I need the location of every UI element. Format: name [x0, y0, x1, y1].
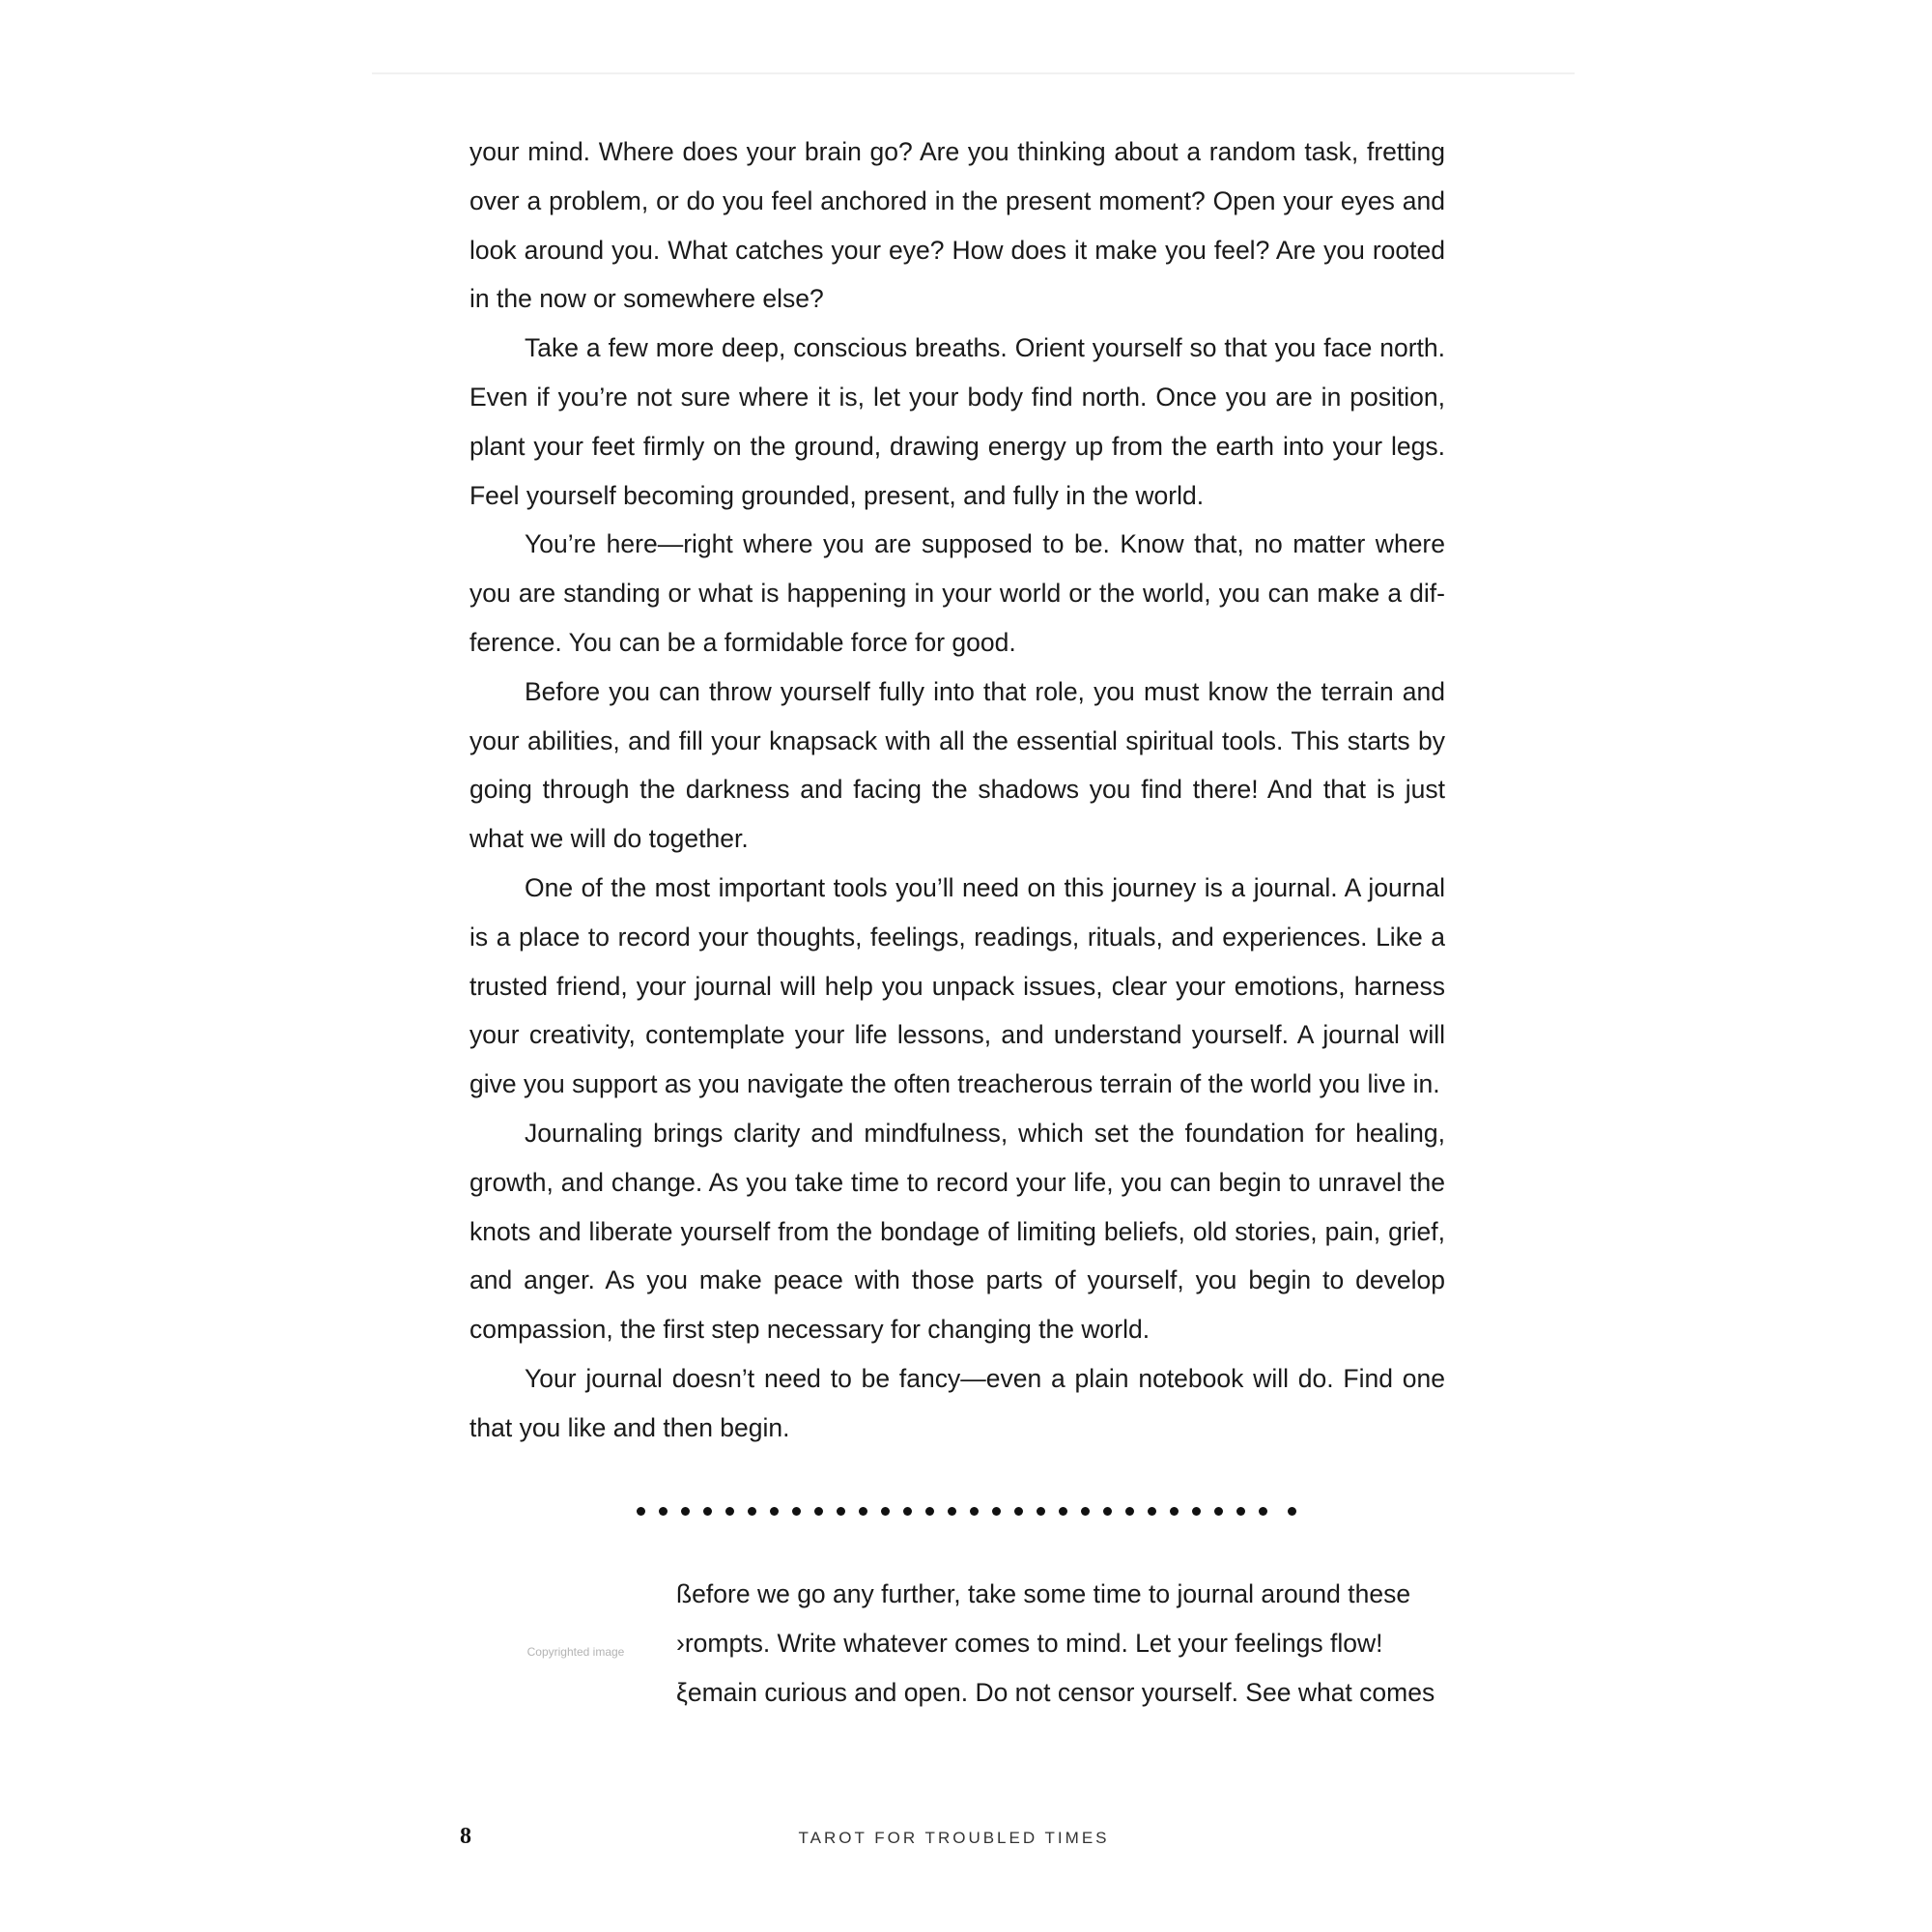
paragraph: Journaling brings clarity and mindfulness, which set the foundation for healing, growth, and change. As you take time to record your life, you can begin to unravel the knots and liberate yourself from the bondage of limiting beliefs, old stories, pain, grief, and anger. As you make peace with those parts of yourself, you begin to develop compassion, the first step necessary for changing the world. — [469, 1118, 1445, 1345]
ornament-dot — [1103, 1507, 1112, 1516]
ornament-dot — [881, 1507, 890, 1516]
page-number: 8 — [460, 1824, 471, 1849]
ornament-dot — [1059, 1507, 1067, 1516]
ornament-dot — [1148, 1507, 1156, 1516]
prompt-line: ›rompts. Write whatever comes to mind. Let your feelings flow! — [676, 1628, 1383, 1658]
paragraph: Your journal doesn’t need to be fancy—even a plain notebook will do. Find one that you like and then begin. — [469, 1363, 1445, 1442]
ornament-dot — [1081, 1507, 1090, 1516]
ornament-dot — [970, 1507, 979, 1516]
ornament-dot — [948, 1507, 956, 1516]
top-rule — [372, 72, 1575, 74]
ornament-dot — [659, 1507, 668, 1516]
ornament-dot — [748, 1507, 756, 1516]
ornament-dot — [992, 1507, 1001, 1516]
paragraph: Before you can throw yourself fully into that role, you must know the terrain and your abilities, and fill your knapsack with all the essential spiritual tools. This starts by going through the darkness and facing the shadows you find there! And that is just what we will do together. — [469, 676, 1445, 854]
ornament-dot — [637, 1507, 645, 1516]
ornament-dot — [770, 1507, 779, 1516]
ornament-dot — [1214, 1507, 1223, 1516]
ornament-dot — [1192, 1507, 1201, 1516]
ornament-dot — [1236, 1507, 1245, 1516]
ornament-dot — [1259, 1507, 1267, 1516]
ornament-dot — [903, 1507, 912, 1516]
paragraph: Take a few more deep, conscious breaths. Orient yourself so that you face north. Even if you’re not sure where it is, let your body find north. Once you are in position, plant your feet firmly on the ground, drawing energy up from the earth into your legs. Feel yourself becoming grounded, present, and fully in the world. — [469, 333, 1445, 510]
ornament-dot — [837, 1507, 845, 1516]
prompt-line: ßefore we go any further, take some time to journal around these — [676, 1579, 1411, 1608]
paragraph: You’re here—right where you are supposed to be. Know that, no matter where you are standing or what is happening in your world or the world, you can make a difference. You can be a formidable force for good. — [469, 529, 1445, 657]
section-separator — [0, 1503, 1932, 1520]
prompt-line: ξemain curious and open. Do not censor yourself. See what comes — [676, 1677, 1435, 1707]
ornament-dot — [1125, 1507, 1134, 1516]
ornament-dot — [681, 1507, 690, 1516]
ornament-dot — [725, 1507, 734, 1516]
ornament-dot — [925, 1507, 934, 1516]
ornament-dot — [1288, 1507, 1296, 1516]
ornament-dot — [1037, 1507, 1045, 1516]
copyrighted-image-placeholder — [469, 1575, 682, 1729]
paragraph: One of the most important tools you’ll need on this journey is a journal. A journal is a place to record your thoughts, feelings, readings, rituals, and experiences. Like a trusted friend, your journal will help you unpack issues, clear your emotions, harness your creativity, contemplate your life lessons, and understand yourself. A journal will give you support as you navigate the often treacherous terrain of the world you live in. — [469, 872, 1445, 1099]
ornament-dot — [703, 1507, 712, 1516]
paragraph: your mind. Where does your brain go? Are you thinking about a random task, fretting over a problem, or do you feel anchored in the present moment? Open your eyes and look around you. What catches your eye? How does it make you feel? Are you rooted in the now or somewhere else? — [469, 137, 1445, 314]
ornament-dot — [792, 1507, 801, 1516]
ornament-dot — [1014, 1507, 1023, 1516]
ornament-dot — [859, 1507, 867, 1516]
body-text — [469, 128, 1445, 1453]
ornament-dot — [814, 1507, 823, 1516]
ornament-dot — [1170, 1507, 1179, 1516]
image-placeholder-label: Copyrighted image — [526, 1645, 625, 1659]
journal-prompt — [676, 1570, 1445, 1717]
running-head: TAROT FOR TROUBLED TIMES — [798, 1829, 1110, 1847]
